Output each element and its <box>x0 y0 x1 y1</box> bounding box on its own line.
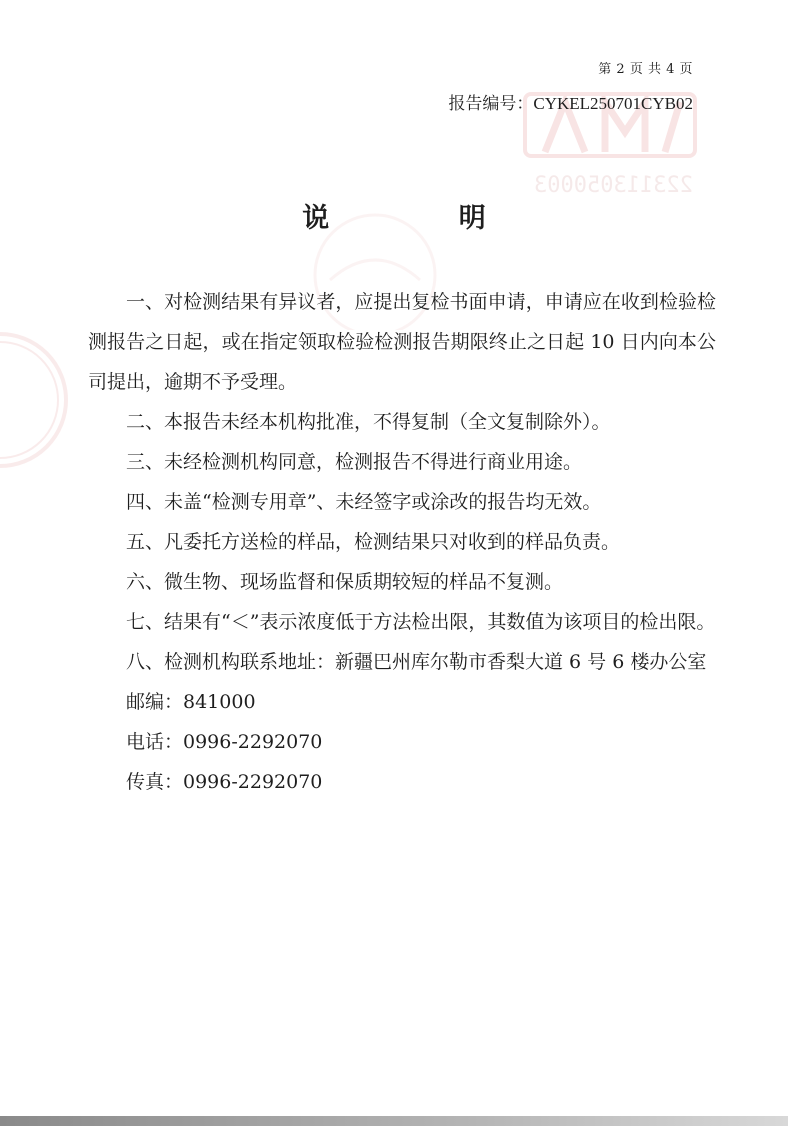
page-title: 说 明 <box>302 203 546 234</box>
notes-body <box>88 282 716 802</box>
postcode-line: 邮编：841000 <box>126 691 256 713</box>
phone-line: 电话：0996-2292070 <box>126 731 323 753</box>
note-item-4: 四、未盖“检测专用章”、未经签字或涂改的报告均无效。 <box>126 491 602 513</box>
note-item-8: 八、检测机构联系地址：新疆巴州库尔勒市香梨大道 6 号 6 楼办公室 <box>126 651 707 673</box>
page-number: 第 2 页 共 4 页 <box>598 62 693 77</box>
note-item-7: 七、结果有“＜”表示浓度低于方法检出限，其数值为该项目的检出限。 <box>126 611 716 633</box>
report-id <box>448 89 693 114</box>
report-id-value: CYKEL250701CYB02 <box>533 94 693 113</box>
note-item-6: 六、微生物、现场监督和保质期较短的样品不复测。 <box>126 571 564 593</box>
report-id-label: 报告编号： <box>448 94 534 114</box>
note-item-3: 三、未经检测机构同意，检测报告不得进行商业用途。 <box>126 451 583 473</box>
side-seal-icon <box>0 320 70 480</box>
note-item-5: 五、凡委托方送检的样品，检测结果只对收到的样品负责。 <box>126 531 621 553</box>
scan-edge-bar <box>0 1116 788 1126</box>
svg-text:223113050003: 223113050003 <box>534 173 693 198</box>
note-item-1: 一、对检测结果有异议者，应提出复检书面申请，申请应在收到检验检测报告之日起，或在指定领取检验检测报告期限终止之日起 10 日内向本公司提出，逾期不予受理。 <box>88 291 716 393</box>
fax-line: 传真：0996-2292070 <box>126 771 323 793</box>
note-item-2: 二、本报告未经本机构批准，不得复制（全文复制除外）。 <box>126 411 611 433</box>
